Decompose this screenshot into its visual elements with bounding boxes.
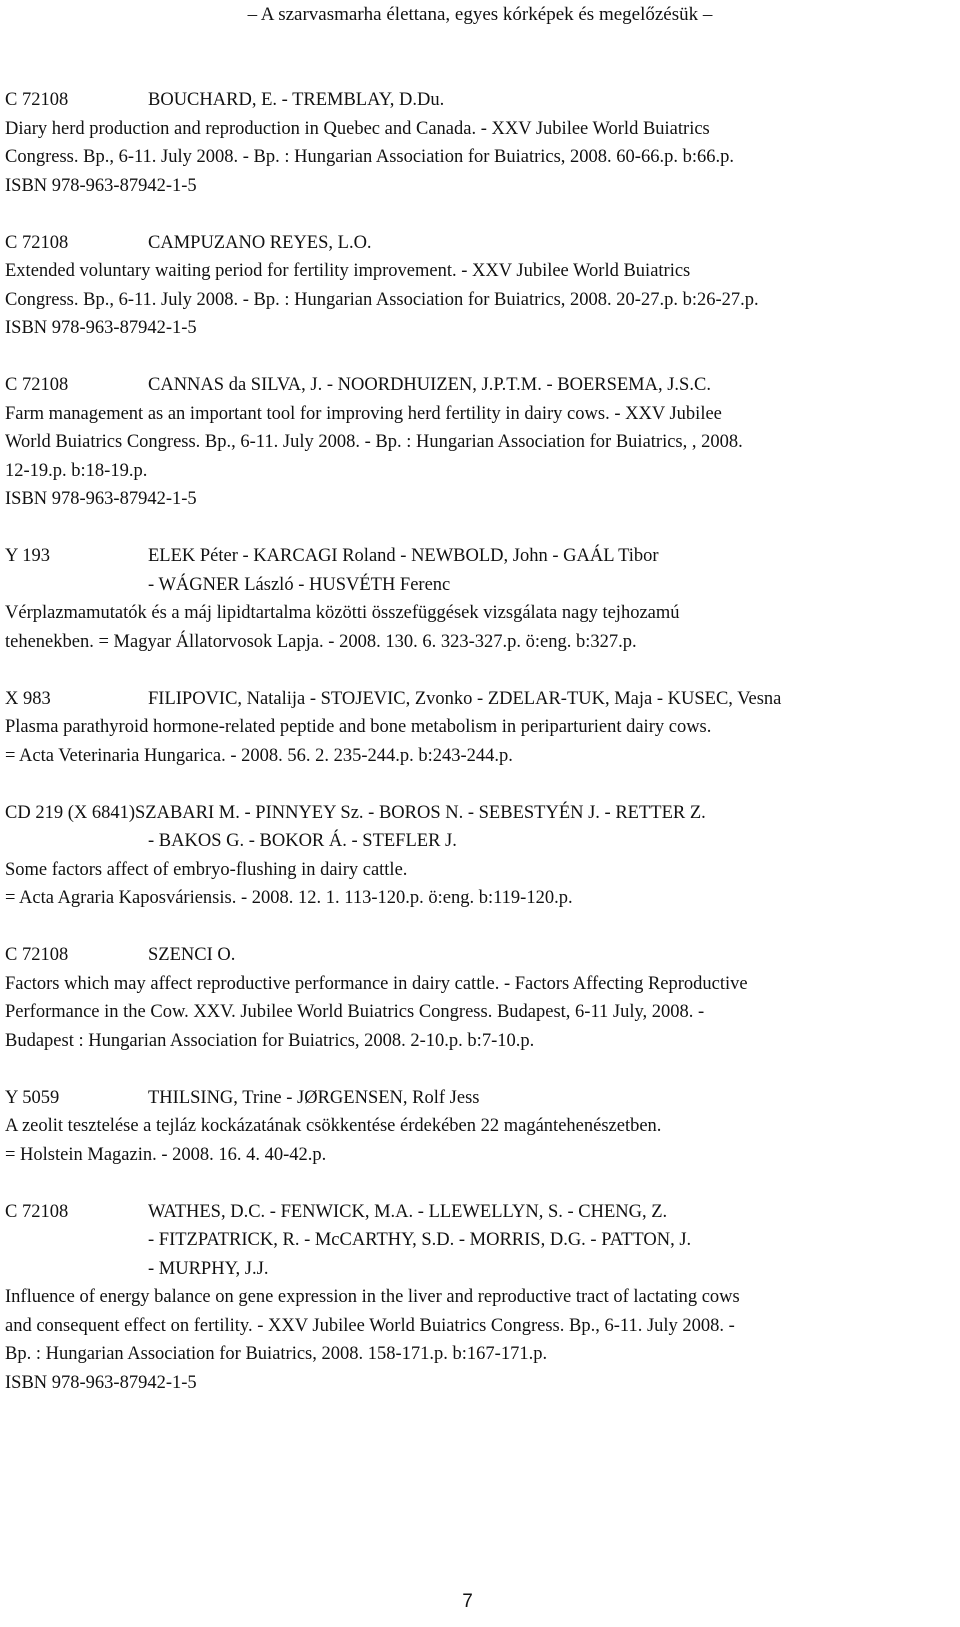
entry-authors: THILSING, Trine - JØRGENSEN, Rolf Jess bbox=[148, 1087, 480, 1108]
entry-authors-continued: - WÁGNER László - HUSVÉTH Ferenc bbox=[148, 574, 451, 595]
entry-text-line: ISBN 978-963-87942-1-5 bbox=[5, 489, 197, 509]
entry-heading bbox=[5, 1084, 940, 1113]
entry-text-line: ISBN 978-963-87942-1-5 bbox=[5, 1372, 197, 1393]
bibliography-entry bbox=[5, 371, 940, 514]
call-number: C 72108 bbox=[5, 1201, 69, 1222]
call-number: C 72108 bbox=[5, 90, 69, 110]
entry-text-line: Budapest : Hungarian Association for Buiatrics, 2008. 2-10.p. b:7-10.p. bbox=[5, 1030, 535, 1051]
entry-heading bbox=[5, 229, 940, 258]
entry-text-line: Factors which may affect reproductive performance in dairy cattle. - Factors Affecting Reproductive bbox=[5, 973, 748, 994]
entry-text-line: ISBN 978-963-87942-1-5 bbox=[5, 318, 197, 338]
entry-text-line: Diary herd production and reproduction in Quebec and Canada. - XXV Jubilee World Buiatrics bbox=[5, 118, 710, 139]
entry-authors: CANNAS da SILVA, J. - NOORDHUIZEN, J.P.T.M. - BOERSEMA, J.S.C. bbox=[148, 375, 711, 395]
running-header: – A szarvasmarha élettana, egyes kórképek és megelőzésük – bbox=[247, 4, 713, 25]
entry-text-line: Vérplazmamutatók és a máj lipidtartalma közötti összefüggések vizsgálata nagy tejhozamú bbox=[5, 603, 680, 623]
call-number: X 983 bbox=[5, 688, 51, 709]
call-number: CD 219 (X 6841) bbox=[5, 802, 136, 823]
call-number: C 72108 bbox=[5, 232, 69, 253]
entry-authors: BOUCHARD, E. - TREMBLAY, D.Du. bbox=[148, 90, 445, 110]
bibliography-entry bbox=[5, 941, 940, 1055]
entry-text-line: = Holstein Magazin. - 2008. 16. 4. 40-42.p. bbox=[5, 1144, 327, 1165]
call-number: C 72108 bbox=[5, 945, 69, 965]
entry-heading bbox=[5, 799, 940, 828]
bibliography-entry bbox=[5, 799, 940, 913]
bibliography-entry bbox=[5, 86, 940, 200]
call-number: C 72108 bbox=[5, 375, 69, 395]
page-number: 7 bbox=[462, 1591, 473, 1612]
bibliography-entry bbox=[5, 542, 940, 656]
bibliography-entry bbox=[5, 1198, 940, 1398]
entry-authors: CAMPUZANO REYES, L.O. bbox=[148, 232, 372, 253]
entry-heading bbox=[5, 1198, 940, 1227]
entry-text-line: Congress. Bp., 6-11. July 2008. - Bp. : Hungarian Association for Buiatrics, 2008. 20-27.p. b:26-27.p. bbox=[5, 289, 759, 310]
bibliography-entry bbox=[5, 229, 940, 343]
entry-heading bbox=[5, 371, 940, 400]
entry-text-line: = Acta Agraria Kaposváriensis. - 2008. 12. 1. 113-120.p. ö:eng. b:119-120.p. bbox=[5, 888, 573, 908]
entry-heading bbox=[5, 941, 940, 970]
entry-authors-continued: - BAKOS G. - BOKOR Á. - STEFLER J. bbox=[148, 831, 457, 851]
entry-text-line: A zeolit tesztelése a tejláz kockázatának csökkentése érdekében 22 magántehenészetben. bbox=[5, 1116, 662, 1136]
entry-text-line: Farm management as an important tool for improving herd fertility in dairy cows. - XXV Jubilee bbox=[5, 403, 722, 424]
entry-authors: FILIPOVIC, Natalija - STOJEVIC, Zvonko - ZDELAR-TUK, Maja - KUSEC, Vesna bbox=[148, 688, 782, 709]
entry-authors-continued: - FITZPATRICK, R. - McCARTHY, S.D. - MORRIS, D.G. - PATTON, J. bbox=[148, 1230, 692, 1250]
call-number: Y 193 bbox=[5, 546, 51, 566]
entry-text-line: Some factors affect of embryo-flushing in dairy cattle. bbox=[5, 859, 408, 880]
entry-text-line: Extended voluntary waiting period for fertility improvement. - XXV Jubilee World Buiatrics bbox=[5, 261, 691, 281]
bibliography-list bbox=[5, 86, 940, 1426]
entry-text-line: and consequent effect on fertility. - XXV Jubilee World Buiatrics Congress. Bp., 6-11. July 2008. - bbox=[5, 1315, 735, 1336]
entry-text-line: Congress. Bp., 6-11. July 2008. - Bp. : Hungarian Association for Buiatrics, 2008. 60-66.p. b:66.p. bbox=[5, 147, 734, 167]
entry-authors: SZENCI O. bbox=[148, 945, 236, 965]
entry-text-line: Performance in the Cow. XXV. Jubilee World Buiatrics Congress. Budapest, 6-11 July, 2008. - bbox=[5, 1002, 705, 1022]
entry-authors: SZABARI M. - PINNYEY Sz. - BOROS N. - SEBESTYÉN J. - RETTER Z. bbox=[135, 802, 706, 823]
entry-text-line: Bp. : Hungarian Association for Buiatrics, 2008. 158-171.p. b:167-171.p. bbox=[5, 1344, 548, 1364]
entry-text-line: tehenekben. = Magyar Állatorvosok Lapja. - 2008. 130. 6. 323-327.p. ö:eng. b:327.p. bbox=[5, 631, 637, 652]
entry-text-line: Plasma parathyroid hormone-related peptide and bone metabolism in periparturient dairy cows. bbox=[5, 717, 712, 737]
entry-text-line: 12-19.p. b:18-19.p. bbox=[5, 460, 148, 481]
entry-heading bbox=[5, 86, 940, 115]
bibliography-entry bbox=[5, 685, 940, 771]
entry-authors-continued: - MURPHY, J.J. bbox=[148, 1258, 269, 1279]
entry-text-line: = Acta Veterinaria Hungarica. - 2008. 56. 2. 235-244.p. b:243-244.p. bbox=[5, 745, 513, 766]
entry-text-line: Influence of energy balance on gene expression in the liver and reproductive tract of lactating cows bbox=[5, 1287, 740, 1307]
entry-heading bbox=[5, 542, 940, 571]
call-number: Y 5059 bbox=[5, 1087, 60, 1108]
entry-text-line: ISBN 978-963-87942-1-5 bbox=[5, 175, 197, 196]
entry-text-line: World Buiatrics Congress. Bp., 6-11. July 2008. - Bp. : Hungarian Association for Buiatrics, , 2008. bbox=[5, 432, 743, 452]
bibliography-entry bbox=[5, 1084, 940, 1170]
entry-authors: WATHES, D.C. - FENWICK, M.A. - LLEWELLYN, S. - CHENG, Z. bbox=[148, 1201, 668, 1222]
entry-heading bbox=[5, 685, 940, 714]
entry-authors: ELEK Péter - KARCAGI Roland - NEWBOLD, John - GAÁL Tibor bbox=[148, 546, 659, 566]
